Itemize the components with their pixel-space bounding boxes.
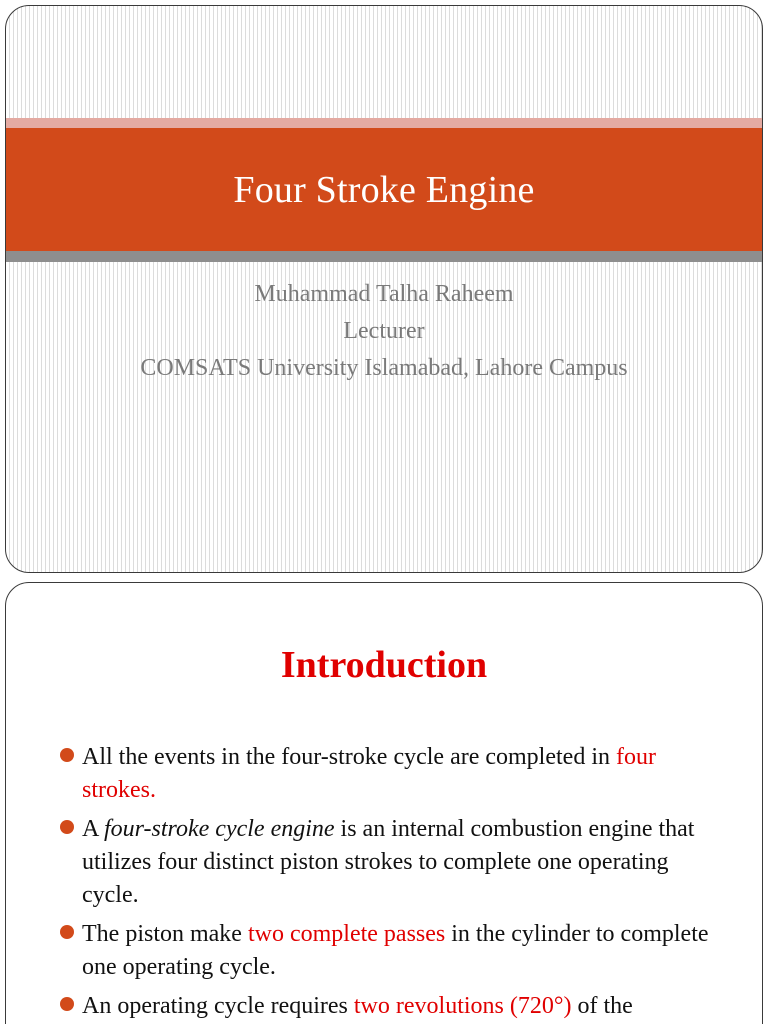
bullet-icon — [60, 748, 74, 762]
author-name: Muhammad Talha Raheem — [254, 281, 514, 307]
introduction-slide — [5, 582, 763, 1024]
bullet-emphasis: four-stroke cycle engine — [104, 816, 335, 842]
bullet-highlight: two complete passes — [247, 921, 446, 947]
bullet-list — [60, 741, 728, 1024]
bullet-highlight: four strokes. — [82, 744, 656, 803]
bullet-item — [60, 918, 728, 984]
bullet-item — [60, 813, 728, 912]
slide-heading: Introduction — [280, 644, 488, 686]
bullet-item — [60, 990, 728, 1023]
bullet-text: The piston make — [82, 921, 248, 947]
slide-subtitle — [6, 276, 762, 386]
title-slide — [5, 5, 763, 573]
bullet-icon — [60, 925, 74, 939]
slide-title: Four Stroke Engine — [233, 168, 535, 211]
bullet-text: An operating cycle requires — [82, 993, 354, 1019]
bullet-item — [60, 741, 728, 807]
title-band-top-accent — [6, 118, 762, 128]
bullet-text: All the events in the four-stroke cycle are completed in — [82, 744, 616, 770]
bullet-text: A — [82, 816, 105, 842]
institution-name: COMSATS University Islamabad, Lahore Campus — [140, 355, 628, 381]
bullet-text: in the cylinder to complete one operating cycle. — [82, 921, 709, 980]
bullet-text: is an internal combustion engine that utilizes four distinct piston strokes to complete one operating cycle. — [82, 816, 695, 908]
bullet-text: of the — [571, 993, 633, 1019]
bullet-icon — [60, 820, 74, 834]
author-role: Lecturer — [343, 318, 425, 344]
bullet-highlight: two revolutions (720°) — [353, 993, 572, 1019]
title-band — [6, 128, 762, 251]
bullet-icon — [60, 997, 74, 1011]
title-band-bottom-accent — [6, 251, 762, 262]
